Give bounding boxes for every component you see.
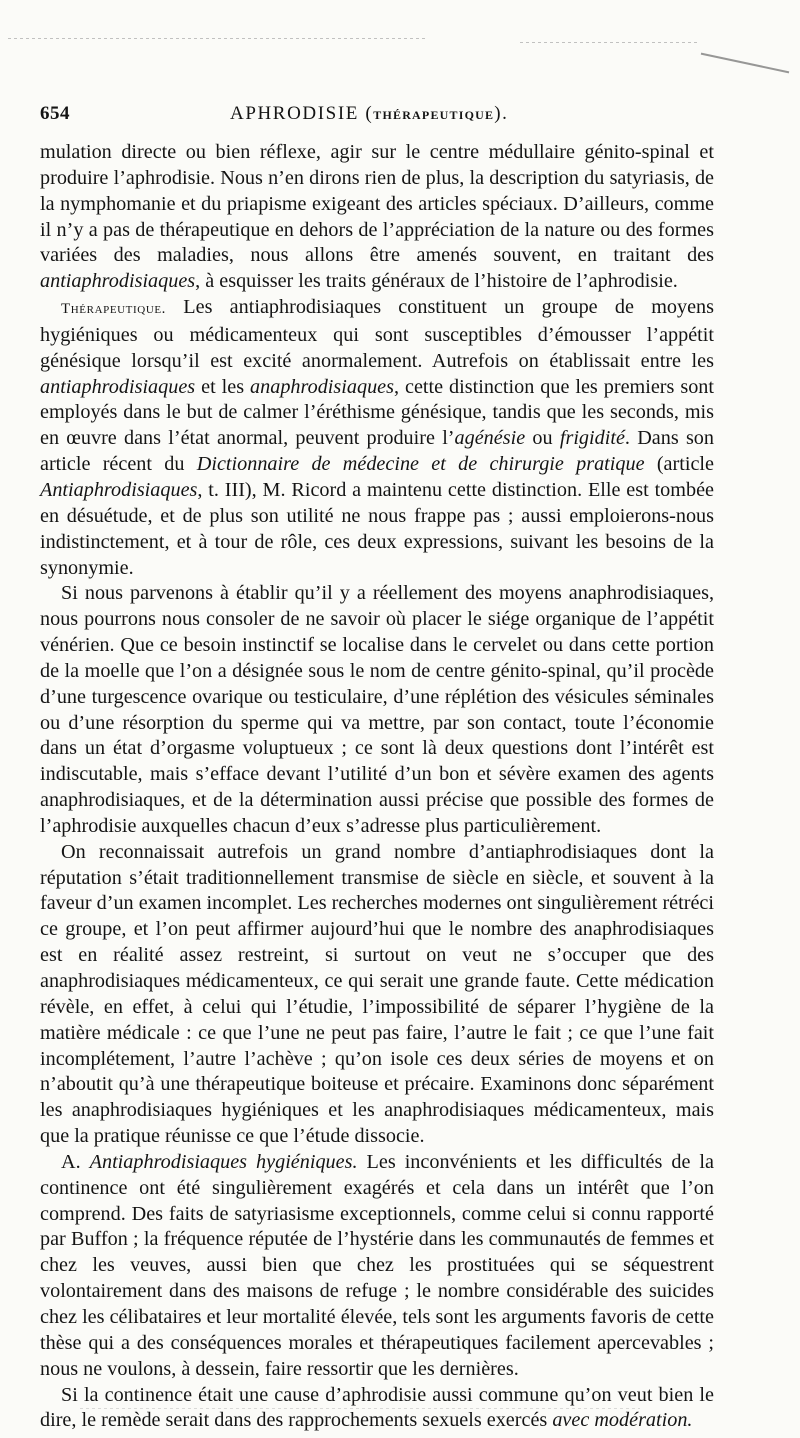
italic-term: avec modération.: [552, 1409, 693, 1432]
running-title-sub: THÉRAPEUTIQUE: [373, 108, 495, 122]
scan-artifact-line: [520, 42, 700, 43]
page-number: 654: [40, 103, 70, 124]
section-letter: A.: [61, 1150, 90, 1173]
italic-term: Antiaphrodisiaques: [40, 478, 198, 501]
italic-term: antiaphrodisiaques: [40, 270, 196, 293]
text-run: Les antiaphrodisiaques constituent un groupe de moyens hygiéniques ou médicamenteux qui sont susceptibles d’émousser l’appétit génésique lorsqu’il est excité anormalement. Autrefois on établissait entre les: [40, 296, 714, 372]
section-subheading: Antiaphrodisiaques hygiéniques.: [89, 1150, 358, 1173]
italic-term: anaphrodisiaques: [250, 375, 394, 398]
paragraph-4: On reconnaissait autrefois un grand nombre d’antiaphrodisiaques dont la réputation s’était traditionnellement transmise de siècle en siècle, et souvent à la faveur d’un examen incomplet. Les recherches modernes ont singulièrement rétréci ce groupe, et l’on peut affirmer aujourd’hui que le nombre des anaphrodisiaques est en réalité assez restreint, si surtout on veut ne s’occuper que des anaphrodisiaques médicamenteux, ce qui serait une grande faute. Cette médication révèle, en effet, à celui qui l’étudie, l’impossibilité de séparer l’hygiène de la matière médicale : ce que l’une ne peut pas faire, l’autre le fait ; ce que l’une fait incomplétement, l’autre l’achève ; qu’on isole ces deux séries de moyens et on n’aboutit qu’à une thérapeutique boiteuse et précaire. Examinons donc séparément les anaphrodisiaques hygiéniques et les anaphrodisiaques médicamenteux, mais que la pratique réunisse ce que l’étude dissocie.: [40, 840, 714, 1148]
running-title: [230, 103, 508, 125]
scan-artifact-mark: [701, 53, 789, 74]
text-run: Les inconvénients et les difficultés de la continence ont été singulièrement exagérés et cela dans un intérêt que l’on comprend. Des faits de satyriasisme exceptionnels, comme celui si connu rapporté par Buffon ; la fréquence réputée de l’hystérie dans les communautés de femmes et chez les veuves, aussi bien que chez les prostituées qui se séquestrent volontairement dans des maisons de refuge ; le nombre considérable des suicides chez les célibataires et leur mortalité élevée, tels sont les arguments favoris de cette thèse qui a des conséquences morales et thérapeutiques facilement apercevables ; nous ne voulons, à dessein, faire ressortir que les dernières.: [40, 1150, 714, 1380]
italic-term: frigidité: [559, 427, 625, 450]
text-run: ou: [525, 427, 560, 450]
italic-term: agénésie: [454, 427, 526, 450]
italic-citation: Dictionnaire de médecine et de chirurgie pratique: [196, 453, 645, 476]
text-run: , t. III), M. Ricord a maintenu cette distinction. Elle est tombée en désuétude, et de plus son utilité ne nous frappe pas ; aussi emploierons-nous indistinctement, et à tour de rôle, ces deux expressions, suivant les besoins de la synonymie.: [40, 478, 714, 579]
running-header: [40, 103, 760, 129]
text-run: (article: [644, 453, 714, 476]
text-run: et les: [195, 375, 251, 398]
text-run: . Dans son article récent du: [40, 427, 714, 476]
running-title-main: APHRODISIE: [230, 103, 359, 124]
section-heading: Thérapeutique.: [61, 301, 167, 318]
text-run: mulation directe ou bien réflexe, agir sur le centre médullaire génito-spinal et produire l’aphrodisie. Nous n’en dirons rien de plus, la description du satyriasis, de la nymphomanie et du priapisme exigeant des articles spéciaux. D’ailleurs, comme il n’y a pas de thérapeutique en dehors de l’appréciation de la nature ou des formes variées des maladies, nous allons être amenés souvent, en traitant des: [40, 141, 714, 267]
text-run: Si la continence était une cause d’aphrodisie aussi commune qu’on veut bien le dire, le remède serait dans des rapprochements sexuels exercés: [40, 1383, 714, 1432]
running-title-open: (: [365, 103, 374, 124]
text-run: , cette distinction que les premiers sont employés dans le but de calmer l’éréthisme génésique, tandis que les seconds, mis en œuvre dans l’état anormal, peuvent produire l’: [40, 375, 714, 450]
running-title-close: ).: [494, 103, 509, 124]
paragraph-section-a: [40, 1150, 714, 1383]
paragraph-3: Si nous parvenons à établir qu’il y a réellement des moyens anaphrodisiaques, nous pourrons nous consoler de ne savoir où placer le siége organique de l’appétit vénérien. Que ce besoin instinctif se localise dans le cervelet ou dans cette portion de la moelle que l’on a désignée sous le nom de centre génito-spinal, qu’il procède d’une turgescence ovarique ou testiculaire, d’une réplétion des vésicules séminales ou d’une résorption du sperme qui va mettre, par son contact, toute l’économie dans un état d’orgasme voluptueux ; ce sont là deux questions dont l’intérêt est indiscutable, mais s’efface devant l’utilité d’un bon et sévère examen des agents anaphrodisiaques, et de la détermination aussi précise que possible des formes de l’aphrodisie auxquelles chacun d’eux s’adresse plus particulièrement.: [40, 582, 714, 837]
paragraph-1: [40, 140, 714, 295]
paragraph-therapeutique: [40, 295, 714, 581]
text-run: , à esquisser les traits généraux de l’histoire de l’aphrodisie.: [195, 270, 678, 293]
italic-term: antiaphrodisiaques: [40, 375, 196, 398]
paragraph-6: [40, 1383, 714, 1435]
body-text: [40, 140, 714, 1434]
scan-artifact-line: [8, 38, 428, 39]
